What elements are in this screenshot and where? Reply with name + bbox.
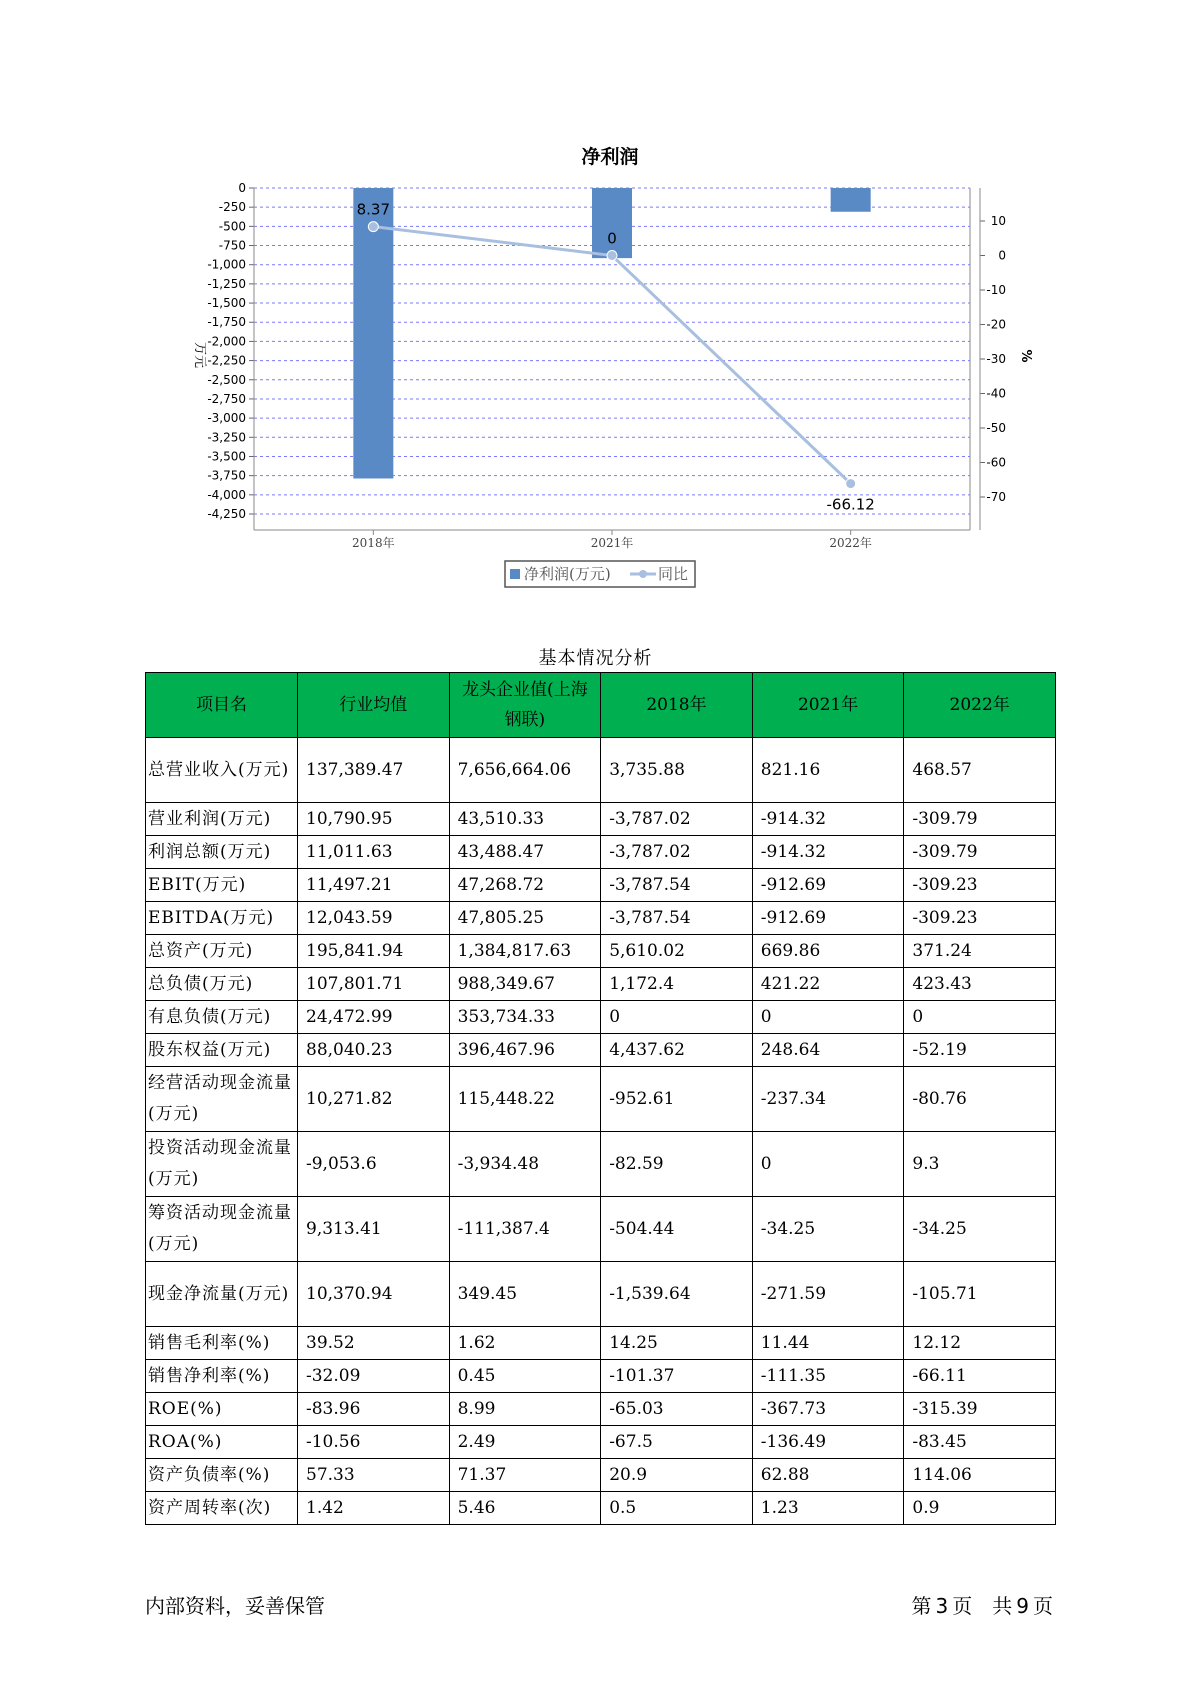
- table-cell: -309.23: [904, 902, 1056, 935]
- table-cell: 195,841.94: [298, 935, 450, 968]
- table-cell: 468.57: [904, 738, 1056, 803]
- legend-label-yoy: 同比: [658, 565, 689, 583]
- y2-tick-label: 10: [990, 214, 1006, 228]
- y-tick-label: -3,750: [207, 468, 246, 483]
- y-tick-label: -1,750: [207, 315, 246, 330]
- y2-axis-label: %: [1018, 349, 1033, 363]
- table-cell: -10.56: [298, 1426, 450, 1459]
- table-cell: 20.9: [601, 1459, 753, 1492]
- y-tick-label: -1,500: [207, 296, 246, 311]
- legend-swatch-bar: [510, 569, 520, 579]
- page-mid: 页 共: [952, 1594, 1013, 1618]
- table-cell: 62.88: [752, 1459, 904, 1492]
- table-cell: -271.59: [752, 1262, 904, 1327]
- table-cell: 11,011.63: [298, 836, 450, 869]
- row-label-cell: ROA(%): [146, 1426, 298, 1459]
- table-cell: 12.12: [904, 1327, 1056, 1360]
- row-label-cell: 总资产(万元): [146, 935, 298, 968]
- table-cell: 71.37: [449, 1459, 601, 1492]
- table-cell: 669.86: [752, 935, 904, 968]
- row-label-cell: EBITDA(万元): [146, 902, 298, 935]
- row-label-cell: 销售净利率(%): [146, 1360, 298, 1393]
- table-row: [146, 1262, 1056, 1327]
- table-cell: -34.25: [752, 1197, 904, 1262]
- table-header-cell: 项目名: [146, 673, 298, 738]
- y-tick-label: -3,500: [207, 449, 246, 464]
- table-cell: 5.46: [449, 1492, 601, 1525]
- table-cell: 39.52: [298, 1327, 450, 1360]
- table-cell: -66.11: [904, 1360, 1056, 1393]
- table-cell: -3,787.02: [601, 803, 753, 836]
- table-cell: 7,656,664.06: [449, 738, 601, 803]
- table-cell: 421.22: [752, 968, 904, 1001]
- table-cell: -136.49: [752, 1426, 904, 1459]
- row-label-cell: EBIT(万元): [146, 869, 298, 902]
- table-header-cell: 龙头企业值(上海钢联): [449, 673, 601, 738]
- table-cell: 2.49: [449, 1426, 601, 1459]
- table-cell: 353,734.33: [449, 1001, 601, 1034]
- analysis-table: [145, 672, 1056, 1525]
- table-row: [146, 1034, 1056, 1067]
- chart-title: 净利润: [581, 146, 639, 168]
- table-cell: 107,801.71: [298, 968, 450, 1001]
- row-label-cell: ROE(%): [146, 1393, 298, 1426]
- row-label-cell: 现金净流量(万元): [146, 1262, 298, 1327]
- row-label-cell: 营业利润(万元): [146, 803, 298, 836]
- table-header-cell: 2018年: [601, 673, 753, 738]
- y2-tick-label: -50: [986, 421, 1006, 435]
- legend-label-bar: 净利润(万元): [524, 565, 611, 583]
- table-cell: -9,053.6: [298, 1132, 450, 1197]
- net-profit-chart: [0, 0, 1191, 600]
- table-cell: -914.32: [752, 803, 904, 836]
- y-tick-label: -500: [218, 219, 246, 234]
- page-current: 3: [935, 1594, 949, 1618]
- table-header-cell: 2022年: [904, 673, 1056, 738]
- table-cell: 43,488.47: [449, 836, 601, 869]
- y2-tick-label: -40: [986, 386, 1006, 401]
- x-tick-label: 2022年: [829, 536, 872, 550]
- row-label-cell: 投资活动现金流量(万元): [146, 1132, 298, 1197]
- table-cell: -367.73: [752, 1393, 904, 1426]
- table-row: [146, 1197, 1056, 1262]
- legend-marker-yoy: [639, 570, 647, 578]
- y-tick-label: -250: [218, 200, 246, 215]
- table-cell: 1.42: [298, 1492, 450, 1525]
- y2-tick-label: -30: [986, 352, 1006, 366]
- table-cell: 349.45: [449, 1262, 601, 1327]
- row-label-cell: 资产负债率(%): [146, 1459, 298, 1492]
- row-label-cell: 销售毛利率(%): [146, 1327, 298, 1360]
- table-cell: 137,389.47: [298, 738, 450, 803]
- y2-tick-label: -70: [986, 490, 1006, 504]
- row-label-cell: 利润总额(万元): [146, 836, 298, 869]
- table-row: [146, 1492, 1056, 1525]
- table-cell: 0.5: [601, 1492, 753, 1525]
- line-yoy: [373, 227, 850, 484]
- table-cell: 5,610.02: [601, 935, 753, 968]
- table-cell: -111.35: [752, 1360, 904, 1393]
- table-cell: -952.61: [601, 1067, 753, 1132]
- table-cell: -67.5: [601, 1426, 753, 1459]
- table-cell: -101.37: [601, 1360, 753, 1393]
- table-row: [146, 1459, 1056, 1492]
- table-cell: 10,271.82: [298, 1067, 450, 1132]
- table-row: [146, 902, 1056, 935]
- y2-tick-label: -60: [986, 455, 1006, 470]
- x-tick-label: 2018年: [352, 536, 395, 550]
- table-header-cell: 2021年: [752, 673, 904, 738]
- y2-tick-label: 0: [998, 248, 1006, 263]
- y-tick-label: -3,000: [207, 411, 246, 426]
- table-cell: -912.69: [752, 902, 904, 935]
- table-cell: -111,387.4: [449, 1197, 601, 1262]
- table-cell: -83.96: [298, 1393, 450, 1426]
- table-cell: -32.09: [298, 1360, 450, 1393]
- table-cell: 43,510.33: [449, 803, 601, 836]
- table-cell: -52.19: [904, 1034, 1056, 1067]
- table-cell: 88,040.23: [298, 1034, 450, 1067]
- chart-svg: [0, 0, 1191, 600]
- table-cell: 10,790.95: [298, 803, 450, 836]
- table-cell: 1,384,817.63: [449, 935, 601, 968]
- table-row: [146, 869, 1056, 902]
- table-row: [146, 935, 1056, 968]
- table-cell: -237.34: [752, 1067, 904, 1132]
- y-tick-label: -1,000: [207, 257, 246, 272]
- table-cell: 0: [752, 1001, 904, 1034]
- table-row: [146, 1393, 1056, 1426]
- table-body: [146, 738, 1056, 1525]
- table-cell: -309.23: [904, 869, 1056, 902]
- bar-net-profit: [831, 188, 871, 212]
- data-label-yoy: 8.37: [356, 200, 391, 219]
- table-cell: 114.06: [904, 1459, 1056, 1492]
- table-cell: -105.71: [904, 1262, 1056, 1327]
- table-row: [146, 836, 1056, 869]
- table-cell: -1,539.64: [601, 1262, 753, 1327]
- table-cell: -912.69: [752, 869, 904, 902]
- y-tick-label: -3,250: [207, 430, 246, 445]
- y-tick-label: -4,000: [207, 487, 246, 502]
- table-row: [146, 1327, 1056, 1360]
- table-cell: 11.44: [752, 1327, 904, 1360]
- table-cell: 57.33: [298, 1459, 450, 1492]
- table-cell: 1.23: [752, 1492, 904, 1525]
- point-yoy: [846, 479, 856, 489]
- table-cell: 396,467.96: [449, 1034, 601, 1067]
- table-row: [146, 803, 1056, 836]
- table-cell: -504.44: [601, 1197, 753, 1262]
- y-tick-label: -2,000: [207, 334, 246, 349]
- row-label-cell: 资产周转率(次): [146, 1492, 298, 1525]
- table-cell: 9.3: [904, 1132, 1056, 1197]
- table-row: [146, 1067, 1056, 1132]
- table-cell: -309.79: [904, 836, 1056, 869]
- table-row: [146, 1360, 1056, 1393]
- y-tick-label: -750: [218, 238, 246, 253]
- row-label-cell: 有息负债(万元): [146, 1001, 298, 1034]
- y2-tick-label: -10: [986, 283, 1006, 297]
- table-row: [146, 1132, 1056, 1197]
- table-cell: -3,787.02: [601, 836, 753, 869]
- table-cell: -65.03: [601, 1393, 753, 1426]
- y2-tick-label: -20: [986, 317, 1006, 332]
- y-tick-label: -4,250: [207, 507, 246, 521]
- footer-page-number: [910, 1590, 1055, 1619]
- table-cell: 115,448.22: [449, 1067, 601, 1132]
- table-cell: 371.24: [904, 935, 1056, 968]
- row-label-cell: 股东权益(万元): [146, 1034, 298, 1067]
- table-cell: -34.25: [904, 1197, 1056, 1262]
- table-cell: 8.99: [449, 1393, 601, 1426]
- table-cell: 47,268.72: [449, 869, 601, 902]
- table-cell: -83.45: [904, 1426, 1056, 1459]
- table-cell: 9,313.41: [298, 1197, 450, 1262]
- table-cell: 423.43: [904, 968, 1056, 1001]
- table-cell: -914.32: [752, 836, 904, 869]
- table-row: [146, 968, 1056, 1001]
- table-cell: -3,934.48: [449, 1132, 601, 1197]
- table-row: [146, 1426, 1056, 1459]
- table-cell: -80.76: [904, 1067, 1056, 1132]
- table-cell: -315.39: [904, 1393, 1056, 1426]
- table-cell: 0.9: [904, 1492, 1056, 1525]
- table-cell: -82.59: [601, 1132, 753, 1197]
- table-row: [146, 738, 1056, 803]
- table-cell: 24,472.99: [298, 1001, 450, 1034]
- page-total: 9: [1016, 1594, 1029, 1618]
- table-cell: 1,172.4: [601, 968, 753, 1001]
- y-tick-label: -2,250: [207, 353, 246, 368]
- row-label-cell: 总负债(万元): [146, 968, 298, 1001]
- row-label-cell: 总营业收入(万元): [146, 738, 298, 803]
- table-cell: 0: [752, 1132, 904, 1197]
- table-cell: 11,497.21: [298, 869, 450, 902]
- table-cell: -3,787.54: [601, 869, 753, 902]
- row-label-cell: 筹资活动现金流量(万元): [146, 1197, 298, 1262]
- table-cell: 988,349.67: [449, 968, 601, 1001]
- y-tick-label: -1,250: [207, 276, 246, 291]
- page-suffix: 页: [1033, 1594, 1053, 1618]
- table-cell: 0: [601, 1001, 753, 1034]
- table-cell: 10,370.94: [298, 1262, 450, 1327]
- footer-confidential-note: 内部资料，妥善保管: [145, 1594, 325, 1618]
- page-prefix: 第: [911, 1594, 932, 1618]
- data-label-yoy: 0: [607, 229, 617, 248]
- y-tick-label: -2,750: [207, 391, 246, 406]
- table-cell: 4,437.62: [601, 1034, 753, 1067]
- table-cell: 12,043.59: [298, 902, 450, 935]
- table-cell: 0: [904, 1001, 1056, 1034]
- bar-net-profit: [592, 188, 632, 258]
- table-cell: 47,805.25: [449, 902, 601, 935]
- table-cell: 821.16: [752, 738, 904, 803]
- table-cell: 3,735.88: [601, 738, 753, 803]
- data-label-yoy: -66.12: [826, 495, 875, 514]
- table-row: [146, 1001, 1056, 1034]
- table-header-row: [146, 673, 1056, 738]
- table-cell: -309.79: [904, 803, 1056, 836]
- table-cell: -3,787.54: [601, 902, 753, 935]
- row-label-cell: 经营活动现金流量(万元): [146, 1067, 298, 1132]
- y-tick-label: -2,500: [207, 372, 246, 387]
- table-cell: 0.45: [449, 1360, 601, 1393]
- table-header-cell: 行业均值: [298, 673, 450, 738]
- y-tick-label: 0: [238, 181, 246, 195]
- point-yoy: [607, 251, 617, 261]
- table-caption: 基本情况分析: [538, 648, 653, 669]
- table-cell: 248.64: [752, 1034, 904, 1067]
- table-cell: 14.25: [601, 1327, 753, 1360]
- y-axis-label: 万元: [192, 341, 207, 369]
- point-yoy: [368, 222, 378, 232]
- x-tick-label: 2021年: [590, 536, 634, 550]
- table-cell: 1.62: [449, 1327, 601, 1360]
